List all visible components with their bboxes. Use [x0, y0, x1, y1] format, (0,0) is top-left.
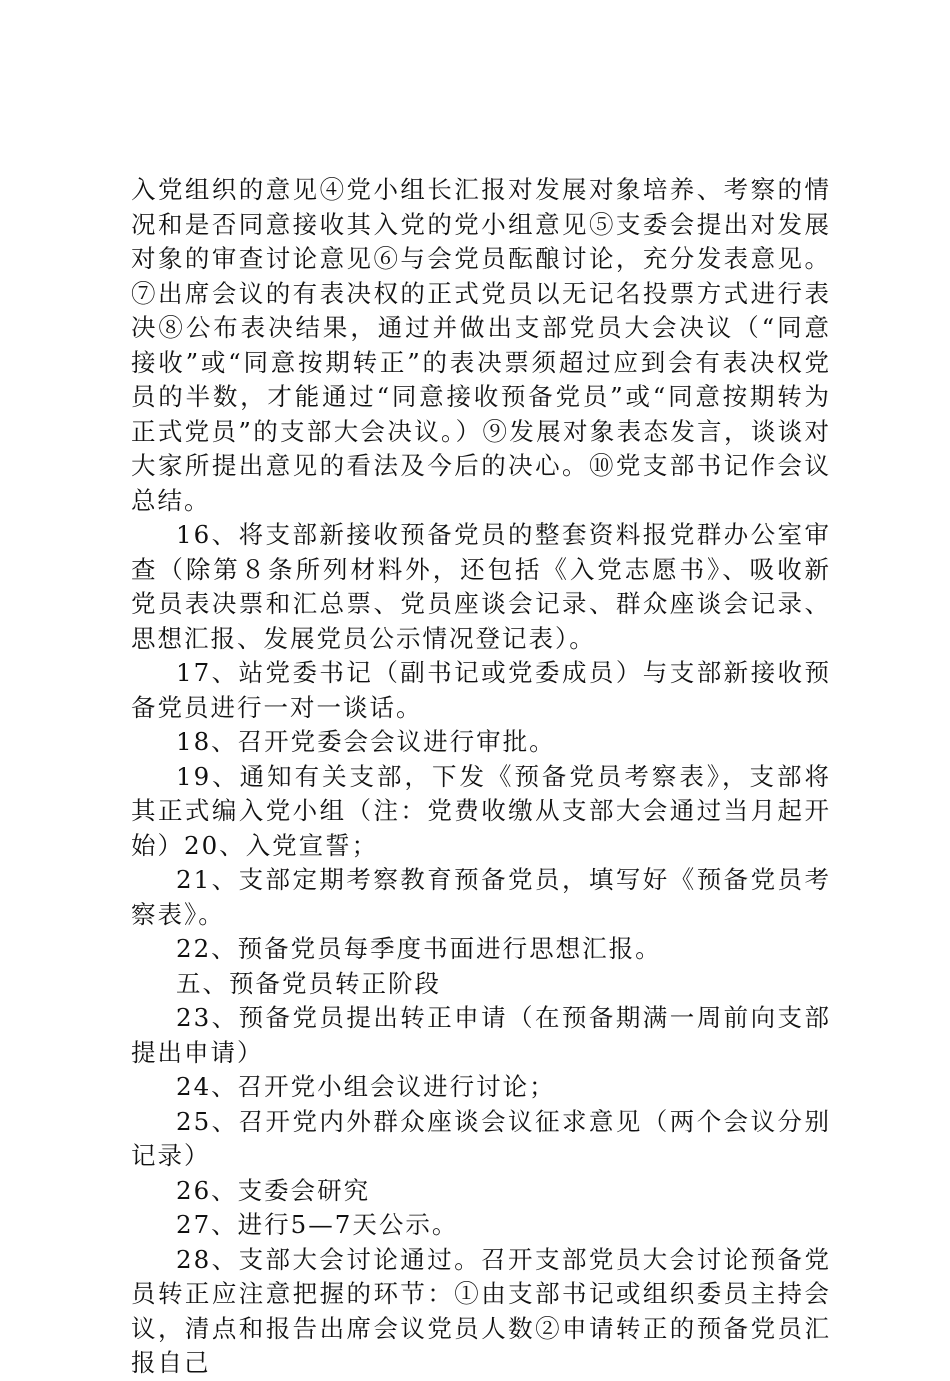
paragraph-item-24: 24、召开党小组会议进行讨论； — [176, 1072, 556, 1101]
paragraph-item-23: 23、预备党员提出转正申请（在预备期满一周前向支部提出申请） — [131, 1003, 831, 1067]
paragraph-item-25: 25、召开党内外群众座谈会议征求意见（两个会议分别记录） — [131, 1106, 831, 1170]
paragraph-item-21: 21、支部定期考察教育预备党员，填写好《预备党员考察表》。 — [131, 865, 831, 929]
section-heading-five: 五、预备党员转正阶段 — [176, 968, 441, 998]
paragraph-item-28: 28、支部大会讨论通过。召开支部党员大会讨论预备党员转正应注意把握的环节：①由支部书记或组织委员主持会议，清点和报告出席会议党员人数②申请转正的预备党员汇报自己 — [131, 1244, 831, 1377]
document-page — [131, 173, 831, 1381]
paragraph-meeting-steps: 入党组织的意见④党小组长汇报对发展对象培养、考察的情况和是否同意接收其入党的党小组意见⑤支委会提出对发展对象的审查讨论意见⑥与会党员酝酿讨论，充分发表意见。⑦出席会议的有表决权的正式党员以无记名投票方式进行表决⑧公布表决结果，通过并做出支部党员大会决议（“同意接收”或“同意按期转正”的表决票须超过应到会有表决权党员的半数，才能通过“同意接收预备党员”或“同意按期转为正式党员”的支部大会决议。）⑨发展对象表态发言，谈谈对大家所提出意见的看法及今后的决心。⑩党支部书记作会议总结。 — [131, 175, 831, 515]
paragraph-item-18: 18、召开党委会会议进行审批。 — [176, 727, 556, 756]
paragraph-item-27: 27、进行5—7天公示。 — [176, 1210, 459, 1239]
paragraph-item-17: 17、站党委书记（副书记或党委成员）与支部新接收预备党员进行一对一谈话。 — [131, 658, 831, 722]
paragraph-item-22: 22、预备党员每季度书面进行思想汇报。 — [176, 934, 662, 963]
paragraph-item-26: 26、支委会研究 — [176, 1175, 371, 1205]
paragraph-item-19-20: 19、通知有关支部，下发《预备党员考察表》，支部将其正式编入党小组（注：党费收缴从支部大会通过当月起开始）20、入党宣誓； — [131, 761, 831, 860]
paragraph-item-16: 16、将支部新接收预备党员的整套资料报党群办公室审查（除第８条所列材料外，还包括《入党志愿书》、吸收新党员表决票和汇总票、党员座谈会记录、群众座谈会记录、思想汇报、发展党员公示情况登记表）。 — [131, 520, 831, 653]
